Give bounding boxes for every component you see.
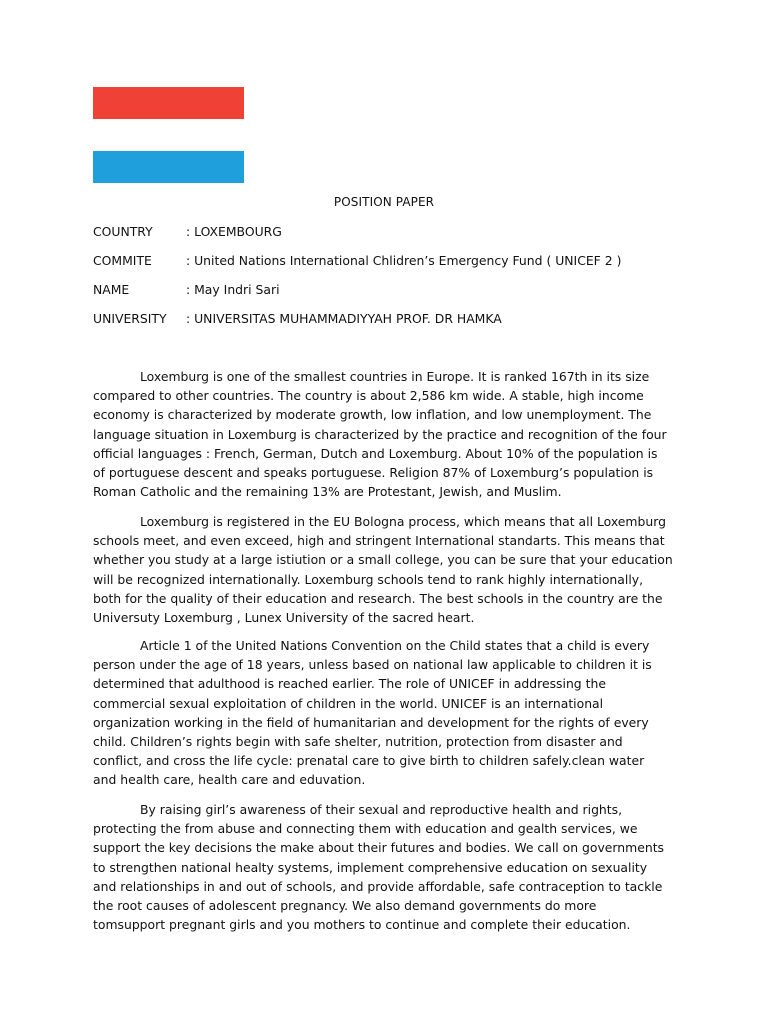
paragraph-line: Roman Catholic and the remaining 13% are Protestant, Jewish, and Muslim. (93, 484, 562, 500)
luxembourg-flag (93, 87, 244, 183)
meta-label: COUNTRY (93, 224, 153, 239)
meta-value: : UNIVERSITAS MUHAMMADIYYAH PROF. DR HAMKA (186, 311, 502, 326)
paragraph-line: language situation in Loxemburg is characterized by the practice and recognition of the four (93, 426, 667, 442)
paragraph-line: organization working in the field of humanitarian and development for the rights of every (93, 714, 649, 730)
paragraph-line: schools meet, and even exceed, high and stringent International standarts. This means that (93, 533, 665, 549)
meta-label: NAME (93, 282, 130, 297)
flag-stripe-blue (93, 151, 244, 183)
paragraph-line: compared to other countries. The country is about 2,586 km wide. A stable, high income (93, 388, 644, 404)
paragraph-line: to strengthen national healty systems, implement comprehensive education on sexuality (93, 859, 648, 875)
paragraph-line: whether you study at a large istiution or a small college, you can be sure that your education (93, 552, 673, 568)
paragraph-line: protecting the from abuse and connecting them with education and gealth services, we (93, 821, 638, 837)
paragraph-line: determined that adulthood is reached earlier. The role of UNICEF in addressing the (93, 676, 606, 692)
paragraph-line: Universuty Loxemburg , Lunex University of the sacred heart. (93, 610, 475, 626)
paragraph-line: commercial sexual exploitation of children in the world. UNICEF is an international (93, 695, 604, 711)
paragraph-line: both for the quality of their education and research. The best schools in the country are the (93, 590, 663, 606)
paragraph-line: child. Children’s rights begin with safe shelter, nutrition, protection from disaster and (93, 734, 623, 750)
paragraph-line: person under the age of 18 years, unless based on national law applicable to children it is (93, 657, 652, 673)
body-paragraph-2 (93, 512, 675, 627)
meta-label: UNIVERSITY (93, 311, 167, 326)
body-paragraph-4 (93, 800, 675, 934)
page-title: POSITION PAPER (333, 195, 435, 209)
meta-value: : May Indri Sari (186, 282, 280, 297)
paragraph-line: will be recognized internationally. Loxemburg schools tend to rank highly internationally, (93, 571, 644, 587)
meta-label: COMMITE (93, 253, 152, 268)
meta-value: : United Nations International Chlidren’s Emergency Fund ( UNICEF 2 ) (186, 253, 622, 268)
paragraph-line: economy is characterized by moderate growth, low inflation, and low unemployment. The (93, 407, 652, 423)
meta-row-country (93, 224, 282, 239)
paragraph-line: Loxemburg is one of the smallest countries in Europe. It is ranked 167th in its size (140, 369, 650, 384)
paragraph-line: conflict, and cross the life cycle: prenatal care to give birth to children safely.clean water (93, 753, 645, 769)
paragraph-line: the root causes of adolescent pregnancy. We also demand governments do more (93, 898, 597, 914)
meta-value: : LOXEMBOURG (186, 224, 282, 239)
paragraph-line: of portuguese descent and speaks portuguese. Religion 87% of Loxemburg’s population is (93, 465, 654, 481)
body-paragraph-1 (93, 367, 675, 501)
paragraph-line: Loxemburg is registered in the EU Bologna process, which means that all Loxemburg (140, 514, 666, 529)
paragraph-line: By raising girl’s awareness of their sexual and reproductive health and rights, (140, 802, 623, 817)
meta-row-university (93, 311, 502, 326)
paragraph-line: tomsupport pregnant girls and you mothers to continue and complete their education. (93, 917, 631, 933)
flag-stripe-red (93, 87, 244, 119)
flag-stripe-white (93, 119, 244, 151)
paragraph-line: support the key decisions the make about their futures and bodies. We call on governments (93, 840, 665, 856)
meta-row-name (93, 282, 280, 297)
paragraph-line: and health care, health care and eduvation. (93, 772, 366, 788)
paragraph-line: official languages : French, German, Dutch and Loxemburg. About 10% of the population is (93, 445, 658, 461)
paragraph-line: Article 1 of the United Nations Convention on the Child states that a child is every (140, 638, 650, 653)
body-paragraph-3 (93, 636, 675, 790)
meta-row-committee (93, 253, 621, 268)
paragraph-line: and relationships in and out of schools, and provide affordable, safe contraception to tackle (93, 878, 663, 894)
